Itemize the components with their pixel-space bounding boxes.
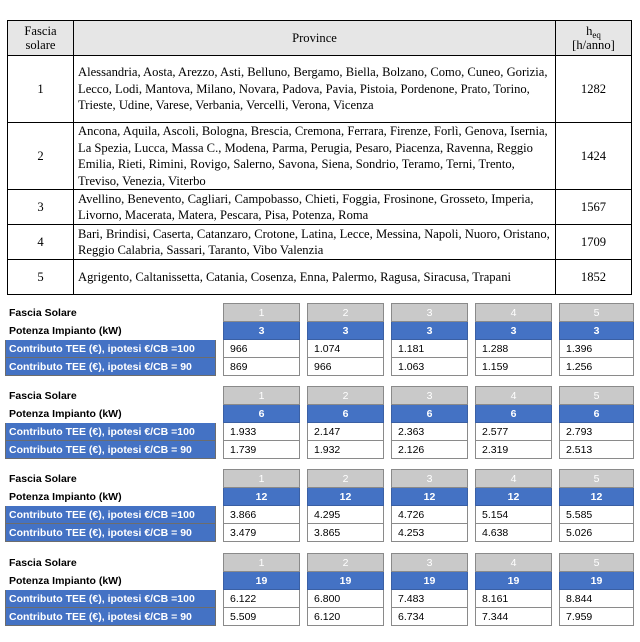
tee100-value-cell: 6.800: [308, 590, 384, 608]
tee90-label: Contributo TEE (€), ipotesi €/CB = 90: [6, 608, 216, 626]
tee90-value-cell: 869: [224, 358, 300, 376]
fascia-value-cell: 5: [560, 387, 634, 405]
fascia-value-cell: 4: [476, 470, 552, 488]
tee100-value-cell: 5.585: [560, 506, 634, 524]
tee90-value-cell: 1.159: [476, 358, 552, 376]
tee90-value-cell: 966: [308, 358, 384, 376]
header-heq-unit: [h/anno]: [572, 38, 615, 52]
province-cell: Ancona, Aquila, Ascoli, Bologna, Brescia, Cremona, Ferrara, Firenze, Forlì, Genova, Isernia, La Spezia, Lucca, Massa C., Modena, Parma, Perugia, Pesaro, Piacenza, Ravenna, Reggio Emilia, Rieti, Rimini, Rovigo, Salerno, Savona, Siena, Sondrio, Teramo, Terni, Trento, Treviso, Venezia, Viterbo: [74, 123, 556, 190]
tee100-value-cell: 1.074: [308, 340, 384, 358]
tee90-value-cell: 1.256: [560, 358, 634, 376]
potenza-impianto-label: Potenza Impianto (kW): [9, 574, 122, 587]
tee100-row: [6, 423, 634, 441]
province-heq-table: [7, 20, 632, 295]
tee90-value-cell: 4.253: [392, 524, 468, 542]
fascia-solare-label: Fascia Solare: [9, 306, 77, 319]
heq-cell: 1282: [556, 56, 632, 123]
potenza-impianto-label: Potenza Impianto (kW): [9, 490, 122, 503]
potenza-value-cell: 19: [476, 572, 552, 590]
tee100-value-cell: 1.396: [560, 340, 634, 358]
fascia-value-cell: 1: [224, 304, 300, 322]
potenza-value-cell: 3: [224, 322, 300, 340]
potenza-value-cell: 12: [392, 488, 468, 506]
potenza-row: [6, 322, 634, 340]
fascia-value-cell: 3: [392, 387, 468, 405]
tee100-value-cell: 2.147: [308, 423, 384, 441]
fascia-value-cell: 3: [392, 304, 468, 322]
tee90-row: [6, 358, 634, 376]
tee100-value-cell: 8.844: [560, 590, 634, 608]
tee100-value-cell: 6.122: [224, 590, 300, 608]
province-cell: Alessandria, Aosta, Arezzo, Asti, Belluno, Bergamo, Biella, Bolzano, Como, Cuneo, Gorizia, Lecco, Lodi, Mantova, Milano, Novara, Padova, Pavia, Pistoia, Pordenone, Prato, Torino, Trieste, Udine, Varese, Verbania, Vercelli, Verona, Vicenza: [74, 56, 556, 123]
table-row: [8, 123, 632, 190]
header-fascia-line1: Fascia: [24, 23, 57, 38]
fascia-value-cell: 5: [560, 554, 634, 572]
fascia-solare-label: Fascia Solare: [9, 472, 77, 485]
fascia-value-cell: 4: [476, 554, 552, 572]
fascia-value-cell: 2: [308, 554, 384, 572]
fascia-value-cell: 1: [224, 470, 300, 488]
heq-cell: 1424: [556, 123, 632, 190]
tee90-value-cell: 6.734: [392, 608, 468, 626]
tee100-label: Contributo TEE (€), ipotesi €/CB =100: [6, 506, 216, 524]
tee90-value-cell: 2.126: [392, 441, 468, 459]
tee90-value-cell: 5.026: [560, 524, 634, 542]
tee100-value-cell: 2.577: [476, 423, 552, 441]
fascia-solare-label: Fascia Solare: [9, 556, 77, 569]
fascia-value-cell: 2: [308, 470, 384, 488]
tee90-row: [6, 608, 634, 626]
tee100-value-cell: 8.161: [476, 590, 552, 608]
fascia-value-cell: 3: [392, 554, 468, 572]
fascia-value-cell: 1: [224, 387, 300, 405]
potenza-impianto-label: Potenza Impianto (kW): [9, 324, 122, 337]
fascia-value-cell: 4: [476, 304, 552, 322]
potenza-value-cell: 19: [308, 572, 384, 590]
potenza-value-cell: 6: [392, 405, 468, 423]
tee100-value-cell: 5.154: [476, 506, 552, 524]
fascia-cell: 4: [8, 225, 74, 260]
header-heq: [556, 21, 632, 56]
tee100-value-cell: 966: [224, 340, 300, 358]
tee100-value-cell: 7.483: [392, 590, 468, 608]
tee100-value-cell: 4.295: [308, 506, 384, 524]
tee100-label: Contributo TEE (€), ipotesi €/CB =100: [6, 340, 216, 358]
fascia-row: [6, 387, 634, 405]
potenza-value-cell: 12: [560, 488, 634, 506]
tee-block-6kw: [5, 386, 634, 459]
fascia-cell: 1: [8, 56, 74, 123]
tee90-row: [6, 441, 634, 459]
table-row: [8, 260, 632, 295]
potenza-row: [6, 405, 634, 423]
tee100-label: Contributo TEE (€), ipotesi €/CB =100: [6, 590, 216, 608]
table-row: [8, 190, 632, 225]
tee90-value-cell: 3.865: [308, 524, 384, 542]
potenza-value-cell: 12: [308, 488, 384, 506]
fascia-row: [6, 554, 634, 572]
fascia-value-cell: 1: [224, 554, 300, 572]
fascia-cell: 3: [8, 190, 74, 225]
province-table-header: [8, 21, 632, 56]
fascia-cell: 5: [8, 260, 74, 295]
fascia-value-cell: 5: [560, 304, 634, 322]
header-fascia-solare: [8, 21, 74, 56]
tee100-value-cell: 2.363: [392, 423, 468, 441]
province-cell: Agrigento, Caltanissetta, Catania, Cosenza, Enna, Palermo, Ragusa, Siracusa, Trapani: [74, 260, 556, 295]
table-row: [8, 56, 632, 123]
heq-cell: 1709: [556, 225, 632, 260]
potenza-value-cell: 19: [560, 572, 634, 590]
table-row: [8, 225, 632, 260]
header-heq-subscript: eq: [592, 29, 601, 40]
tee90-value-cell: 5.509: [224, 608, 300, 626]
potenza-value-cell: 19: [224, 572, 300, 590]
tee-block-12kw: [5, 469, 634, 542]
potenza-value-cell: 6: [308, 405, 384, 423]
potenza-value-cell: 3: [560, 322, 634, 340]
tee100-value-cell: 4.726: [392, 506, 468, 524]
heq-cell: 1852: [556, 260, 632, 295]
tee-block-19kw: [5, 553, 634, 626]
header-fascia-line2: solare: [25, 38, 56, 52]
tee90-value-cell: 3.479: [224, 524, 300, 542]
tee90-value-cell: 1.063: [392, 358, 468, 376]
tee100-row: [6, 590, 634, 608]
tee90-value-cell: 7.344: [476, 608, 552, 626]
heq-cell: 1567: [556, 190, 632, 225]
tee90-value-cell: 7.959: [560, 608, 634, 626]
tee100-value-cell: 1.288: [476, 340, 552, 358]
potenza-impianto-label: Potenza Impianto (kW): [9, 407, 122, 420]
fascia-row: [6, 304, 634, 322]
tee100-row: [6, 340, 634, 358]
tee100-value-cell: 3.866: [224, 506, 300, 524]
tee-block-3kw: [5, 303, 634, 376]
potenza-value-cell: 6: [560, 405, 634, 423]
fascia-value-cell: 2: [308, 304, 384, 322]
potenza-value-cell: 19: [392, 572, 468, 590]
potenza-row: [6, 572, 634, 590]
tee100-value-cell: 1.181: [392, 340, 468, 358]
fascia-row: [6, 470, 634, 488]
potenza-value-cell: 3: [308, 322, 384, 340]
tee90-row: [6, 524, 634, 542]
province-cell: Bari, Brindisi, Caserta, Catanzaro, Crotone, Latina, Lecce, Messina, Napoli, Nuoro, Oristano, Reggio Calabria, Sassari, Taranto, Vibo Valenzia: [74, 225, 556, 260]
potenza-value-cell: 6: [224, 405, 300, 423]
header-province: Province: [74, 21, 556, 56]
tee90-label: Contributo TEE (€), ipotesi €/CB = 90: [6, 441, 216, 459]
header-heq-symbol: h: [586, 23, 593, 38]
tee100-value-cell: 1.933: [224, 423, 300, 441]
tee90-label: Contributo TEE (€), ipotesi €/CB = 90: [6, 524, 216, 542]
tee90-value-cell: 2.319: [476, 441, 552, 459]
fascia-value-cell: 4: [476, 387, 552, 405]
potenza-value-cell: 3: [392, 322, 468, 340]
potenza-value-cell: 12: [224, 488, 300, 506]
tee90-value-cell: 6.120: [308, 608, 384, 626]
tee100-row: [6, 506, 634, 524]
tee90-value-cell: 1.932: [308, 441, 384, 459]
potenza-value-cell: 3: [476, 322, 552, 340]
tee100-value-cell: 2.793: [560, 423, 634, 441]
tee90-label: Contributo TEE (€), ipotesi €/CB = 90: [6, 358, 216, 376]
fascia-cell: 2: [8, 123, 74, 190]
potenza-value-cell: 12: [476, 488, 552, 506]
fascia-value-cell: 2: [308, 387, 384, 405]
potenza-value-cell: 6: [476, 405, 552, 423]
potenza-row: [6, 488, 634, 506]
tee90-value-cell: 1.739: [224, 441, 300, 459]
tee90-value-cell: 4.638: [476, 524, 552, 542]
fascia-solare-label: Fascia Solare: [9, 389, 77, 402]
tee100-label: Contributo TEE (€), ipotesi €/CB =100: [6, 423, 216, 441]
fascia-value-cell: 3: [392, 470, 468, 488]
tee90-value-cell: 2.513: [560, 441, 634, 459]
fascia-value-cell: 5: [560, 470, 634, 488]
province-cell: Avellino, Benevento, Cagliari, Campobasso, Chieti, Foggia, Frosinone, Grosseto, Imperia, Livorno, Macerata, Matera, Pescara, Pisa, Potenza, Roma: [74, 190, 556, 225]
